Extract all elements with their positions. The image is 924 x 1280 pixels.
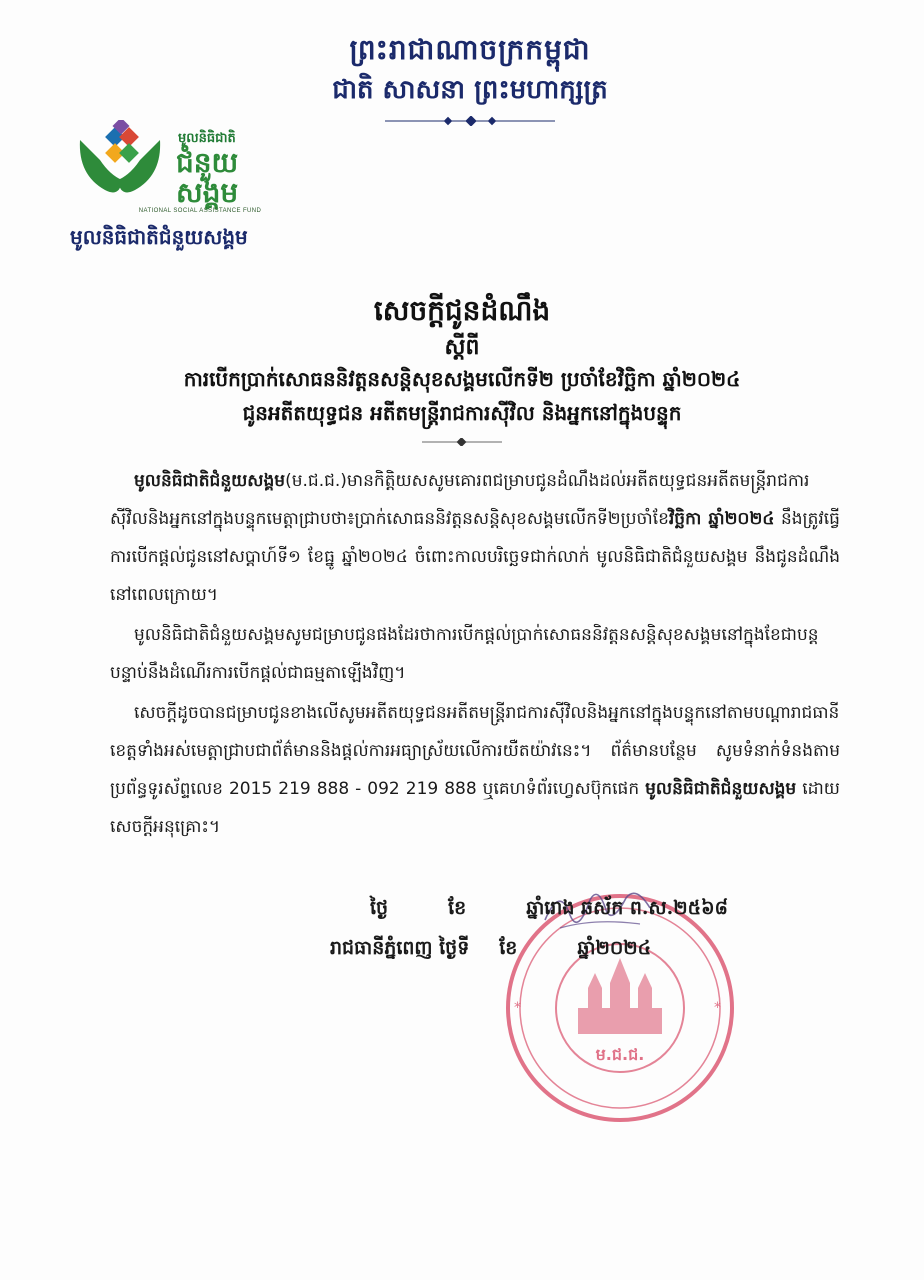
org-name-inline: មូលនិធិជាតិជំនួយសង្គម <box>134 471 286 491</box>
city-day-label: រាជធានីភ្នំពេញ ថ្ងៃទី <box>330 937 470 959</box>
lunar-date <box>370 896 728 924</box>
solar-date <box>330 936 651 964</box>
lunar-year: ឆ្នាំរោង ឆស័ក ព.ស.២៥៦៨ <box>526 897 728 919</box>
paragraph-2: មូលនិធិជាតិជំនួយសង្គមសូមជម្រាបជូនផងដែរថាការបើកផ្តល់ប្រាក់សោធននិវត្តនសន្តិសុខសង្គមនៅក្នុងខែជាបន្តបន្ទាប់នឹងដំណើរការបើកផ្តល់ជាធម្មតាឡើងវិញ។ <box>110 625 819 683</box>
para1-text: (ម.ជ.ជ.)មានកិត្តិយសសូមគោរពជម្រាបជូនដំណឹងដល់អតីតយុទ្ធជនអតីតមន្ត្រីរាជការស៊ីវិលនិងអ្នកនៅក្នុងបន្ទុកមេត្តាជ្រាបថា៖ប្រាក់សោធននិវត្តនសន្តិសុខសង្គមលើកទី២ប្រចាំខែ <box>110 471 810 529</box>
nsaf-logo <box>70 120 320 249</box>
kingdom-motto: ជាតិ សាសនា ព្រះមហាក្សត្រ <box>332 75 608 105</box>
seal-label: ម.ជ.ជ. <box>595 1045 645 1064</box>
logo-caption: NATIONAL SOCIAL ASSISTANCE FUND <box>138 208 262 214</box>
notice-titles <box>80 290 844 446</box>
header-ornament-icon <box>385 116 555 126</box>
brand-line3: សង្គម <box>176 176 239 209</box>
para3-text: សេចក្តីដូចបានជម្រាបជូនខាងលើសូមអតីតយុទ្ធជនអតីតមន្ត្រីរាជការស៊ីវិលនិងអ្នកនៅក្នុងបន្ទុកនៅតាមបណ្តារាជធានីខេត្តទាំងអស់មេត្តាជ្រាបជាព័ត៌មាននិងផ្តល់ការអធ្យាស្រ័យលើការយឺតយ៉ាវនេះ។ ព័ត៌មានបន្ថែម សូមទំនាក់ទំនងតាមប្រព័ន្ធទូរស័ព្ទលេខ 2015 219 888 - 092 219 888 ឬគេហទំព័រហ្វេសប៊ុកផេក <box>110 703 840 799</box>
brand-line1: មូលនិធិជាតិ <box>178 131 236 146</box>
subject-line-2: ជូនអតីតយុទ្ធជន អតីតមន្ត្រីរាជការស៊ីវិល និងអ្នកនៅក្នុងបន្ទុក <box>242 401 682 425</box>
org-name: មូលនិធិជាតិជំនួយសង្គម <box>70 225 248 249</box>
lunar-day-label: ថ្ងៃ <box>370 897 389 919</box>
kingdom-header <box>260 30 680 130</box>
solar-month-label: ខែ <box>499 937 518 959</box>
title-ornament-icon <box>422 438 502 446</box>
svg-text:*: * <box>514 1000 521 1016</box>
para3-tail: ដោយសេចក្តីអនុគ្រោះ។ <box>110 779 840 837</box>
month-highlight: វិច្ឆិកា ឆ្នាំ២០២៤ <box>668 509 775 529</box>
brand-line2: ជំនួយ <box>176 146 239 179</box>
helping-hands-logo-icon <box>70 120 310 220</box>
facebook-page-name: មូលនិធិជាតិជំនួយសង្គម <box>645 779 797 799</box>
para1-text2: នឹងត្រូវធ្វើការបើកផ្តល់ជូននៅសប្តាហ៍ទី១ ខែធ្នូ ឆ្នាំ២០២៤ ចំពោះកាលបរិច្ឆេទជាក់លាក់ មូលនិធិជាតិជំនួយសង្គម នឹងជូនដំណឹងនៅពេលក្រោយ។ <box>110 509 840 605</box>
paragraph-3 <box>110 694 840 846</box>
solar-year: ឆ្នាំ២០២៤ <box>577 937 652 959</box>
subject-line-1: ការបើកប្រាក់សោធននិវត្តនសន្តិសុខសង្គមលើកទី២ ប្រចាំខែវិច្ឆិកា ឆ្នាំ២០២៤ <box>183 367 741 391</box>
notice-title: សេចក្តីជូនដំណឹង <box>373 294 551 327</box>
subject-prefix: ស្តីពី <box>444 334 480 360</box>
paragraph-1 <box>110 462 840 614</box>
notice-body <box>110 462 840 848</box>
svg-text:*: * <box>714 1000 721 1016</box>
lunar-month-label: ខែ <box>448 897 467 919</box>
kingdom-title: ព្រះរាជាណាចក្រកម្ពុជា <box>349 33 591 66</box>
